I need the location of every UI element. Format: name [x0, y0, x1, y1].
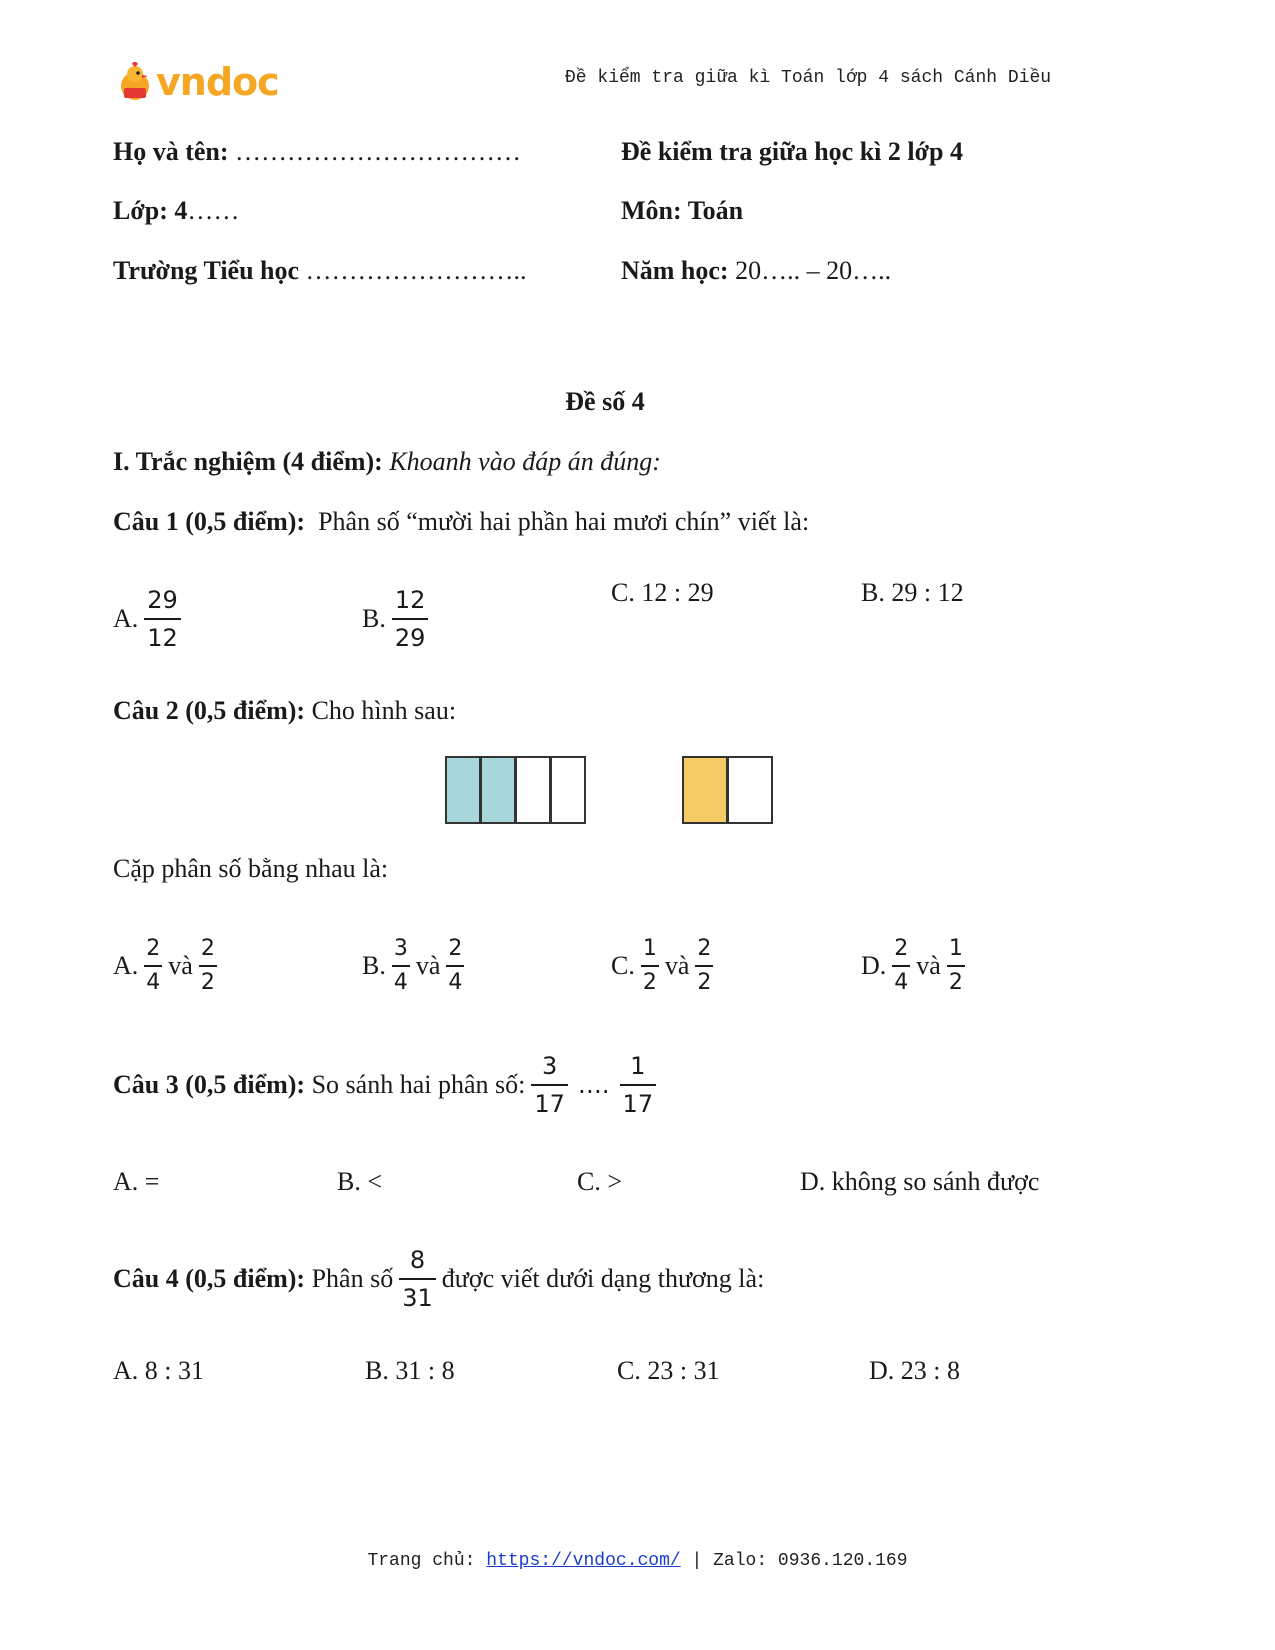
page-footer — [0, 1551, 1275, 1571]
exam-title: Đề kiểm tra giữa học kì 2 lớp 4 — [621, 137, 963, 166]
school-row — [113, 255, 527, 287]
figure-1-segment-4 — [550, 756, 586, 824]
comparison-blank: …. — [577, 1071, 610, 1099]
logo-text: vndoc — [156, 60, 279, 104]
section-1-title: I. Trắc nghiệm (4 điểm): — [113, 447, 383, 476]
denominator: 2 — [948, 970, 963, 995]
q2-option-b[interactable] — [362, 936, 464, 996]
exam-number: Đề số 4 — [565, 387, 645, 416]
fraction-bar — [947, 965, 965, 967]
numerator: 2 — [697, 936, 712, 961]
header-title: Đề kiểm tra giữa kì Toán lớp 4 sách Cánh Diều — [565, 68, 1052, 88]
name-dots: …………………………… — [228, 137, 522, 166]
numerator: 1 — [630, 1052, 646, 1080]
numerator: 1 — [642, 936, 657, 961]
fraction-2 — [947, 936, 965, 996]
denominator: 4 — [393, 970, 408, 995]
year-row — [621, 255, 891, 287]
denominator: 4 — [894, 970, 909, 995]
numerator: 1 — [948, 936, 963, 961]
denominator: 4 — [146, 970, 161, 995]
numerator: 3 — [393, 936, 408, 961]
numerator: 2 — [448, 936, 463, 961]
question-2-label: Câu 2 (0,5 điểm): — [113, 696, 306, 725]
denominator: 2 — [697, 970, 712, 995]
fraction-bar — [199, 965, 217, 967]
section-1-instruction: Khoanh vào đáp án đúng: — [389, 447, 661, 476]
q2-option-b-label: B. — [362, 951, 386, 980]
q2-option-d-label: D. — [861, 951, 887, 980]
q3-fraction-2 — [620, 1052, 657, 1118]
year-value: 20….. – 20….. — [728, 256, 892, 285]
q4-option-a[interactable]: A. 8 : 31 — [113, 1356, 204, 1385]
q2-option-a[interactable] — [113, 936, 217, 996]
subject: Môn: Toán — [621, 196, 744, 225]
fraction-1 — [892, 936, 910, 996]
question-4 — [113, 1246, 764, 1312]
fraction-bar — [695, 965, 713, 967]
fraction-bar — [620, 1084, 657, 1086]
fraction-2 — [695, 936, 713, 996]
question-4-label: Câu 4 (0,5 điểm): — [113, 1264, 306, 1293]
q1-option-b[interactable] — [362, 586, 428, 652]
denominator: 17 — [534, 1090, 565, 1118]
figure-2-fraction-bar — [682, 756, 773, 824]
question-1 — [113, 506, 809, 538]
q1-option-c[interactable]: C. 12 : 29 — [611, 578, 714, 607]
section-1-heading — [113, 446, 661, 478]
question-1-text: Phân số “mười hai phần hai mươi chín” viết là: — [318, 507, 810, 536]
numerator: 2 — [200, 936, 215, 961]
fraction-bar — [144, 618, 181, 620]
numerator: 2 — [894, 936, 909, 961]
fraction-2 — [446, 936, 464, 996]
school-label: Trường Tiểu học — [113, 256, 300, 285]
figure-2-segment-2 — [727, 756, 773, 824]
question-2-prompt: Cặp phân số bằng nhau là: — [113, 854, 389, 883]
figure-2-segment-1 — [682, 756, 728, 824]
class-dots: …… — [187, 196, 240, 225]
denominator: 2 — [642, 970, 657, 995]
fraction-bar — [144, 965, 162, 967]
question-3 — [113, 1052, 656, 1118]
fraction-1 — [641, 936, 659, 996]
q4-fraction — [399, 1246, 436, 1312]
fraction-2 — [199, 936, 217, 996]
q2-option-d[interactable] — [861, 936, 965, 996]
q1-option-b-fraction — [392, 586, 429, 652]
denominator: 4 — [448, 970, 463, 995]
q3-option-d[interactable]: D. không so sánh được — [800, 1167, 1040, 1196]
q2-option-c-label: C. — [611, 951, 635, 980]
figure-1-segment-1 — [445, 756, 481, 824]
q3-fraction-1 — [531, 1052, 568, 1118]
fraction-1 — [392, 936, 410, 996]
vndoc-logo[interactable] — [118, 60, 279, 104]
denominator: 17 — [622, 1090, 654, 1118]
fraction-bar — [531, 1084, 568, 1086]
and-word: và — [664, 951, 690, 980]
fraction-1 — [144, 936, 162, 996]
question-3-text: So sánh hai phân số: — [311, 1070, 526, 1099]
q3-option-a[interactable]: A. = — [113, 1167, 160, 1196]
fraction-bar — [392, 618, 429, 620]
question-3-label: Câu 3 (0,5 điểm): — [113, 1070, 306, 1099]
chick-mascot-icon — [118, 62, 152, 102]
year-label: Năm học: — [621, 256, 729, 285]
footer-prefix: Trang chủ: — [367, 1551, 487, 1571]
and-word: và — [415, 951, 441, 980]
question-4-text-before: Phân số — [311, 1264, 394, 1293]
figure-1-segment-3 — [515, 756, 551, 824]
footer-contact: | Zalo: 0936.120.169 — [680, 1551, 908, 1571]
q4-option-c[interactable]: C. 23 : 31 — [617, 1356, 720, 1385]
q1-option-a-fraction — [144, 586, 181, 652]
class-row — [113, 195, 239, 227]
question-2 — [113, 695, 456, 727]
class-label: Lớp: 4 — [113, 196, 188, 225]
q2-option-a-label: A. — [113, 951, 139, 980]
q4-option-b[interactable]: B. 31 : 8 — [365, 1356, 455, 1385]
name-row — [113, 136, 521, 168]
q1-option-a[interactable] — [113, 586, 181, 652]
name-label: Họ và tên: — [113, 137, 229, 166]
q3-option-b[interactable]: B. < — [337, 1167, 383, 1196]
question-2-text: Cho hình sau: — [311, 696, 457, 725]
figure-1-segment-2 — [480, 756, 516, 824]
fraction-bar — [641, 965, 659, 967]
and-word: và — [168, 951, 193, 980]
numerator: 2 — [146, 936, 161, 961]
denominator: 31 — [402, 1284, 433, 1312]
q3-option-c[interactable]: C. > — [577, 1167, 623, 1196]
numerator: 8 — [409, 1246, 426, 1274]
q1-option-a-label: A. — [113, 604, 139, 633]
and-word: và — [916, 951, 941, 980]
numerator: 12 — [394, 586, 426, 614]
fraction-bar — [392, 965, 410, 967]
fraction-bar — [892, 965, 910, 967]
numerator: 29 — [147, 586, 178, 614]
school-dots: …………………….. — [299, 256, 527, 285]
fraction-bar — [399, 1278, 436, 1280]
q1-option-b-label: B. — [362, 604, 386, 633]
homepage-link[interactable]: https://vndoc.com/ — [486, 1551, 681, 1571]
q1-option-d[interactable]: B. 29 : 12 — [861, 578, 964, 607]
q2-option-c[interactable] — [611, 936, 713, 996]
denominator: 29 — [394, 624, 426, 652]
numerator: 3 — [541, 1052, 558, 1080]
question-4-text-after: được viết dưới dạng thương là: — [441, 1264, 765, 1293]
figure-1-fraction-bar — [445, 756, 586, 824]
denominator: 12 — [147, 624, 178, 652]
question-1-label: Câu 1 (0,5 điểm): — [113, 507, 306, 536]
denominator: 2 — [200, 970, 215, 995]
q4-option-d[interactable]: D. 23 : 8 — [869, 1356, 960, 1385]
fraction-bar — [446, 965, 464, 967]
